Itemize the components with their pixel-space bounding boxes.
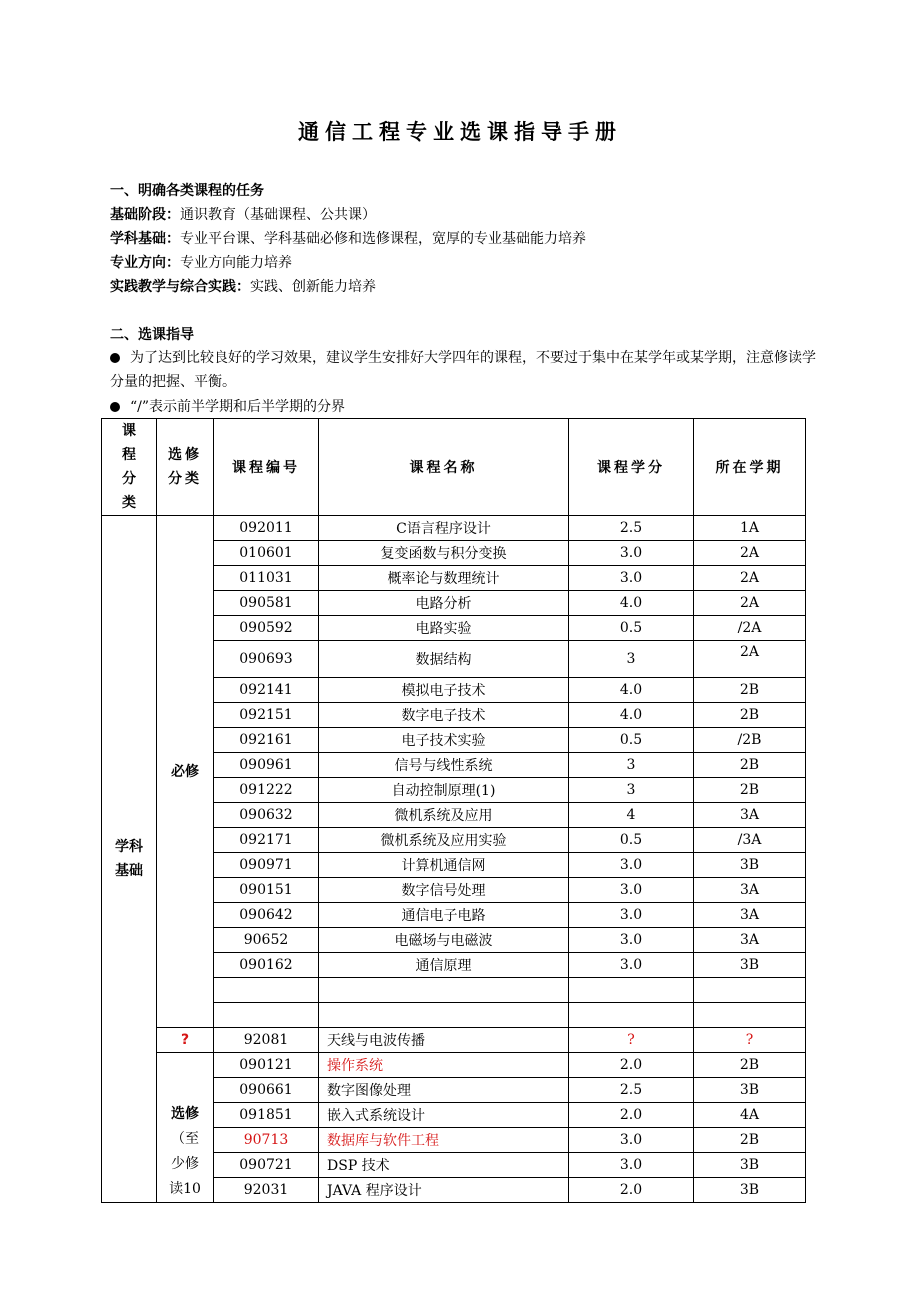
course-code: 091222 bbox=[214, 778, 319, 803]
course-code: 090151 bbox=[214, 878, 319, 903]
course-credit: 3 bbox=[569, 778, 694, 803]
course-code: 092161 bbox=[214, 728, 319, 753]
unknown-type-cell: ? bbox=[157, 1028, 214, 1053]
course-credit: 3.0 bbox=[569, 878, 694, 903]
course-name: 嵌入式系统设计 bbox=[319, 1103, 569, 1128]
course-credit: 3.0 bbox=[569, 903, 694, 928]
section1-heading: 一、明确各类课程的任务 bbox=[110, 183, 264, 199]
blank-cell bbox=[569, 978, 694, 1003]
course-name: 通信原理 bbox=[319, 953, 569, 978]
course-name: C语言程序设计 bbox=[319, 516, 569, 541]
course-term: 3B bbox=[694, 853, 806, 878]
blank-cell bbox=[214, 1003, 319, 1028]
section2-heading: 二、选课指导 bbox=[110, 327, 194, 343]
section1-item-1 bbox=[110, 205, 376, 225]
course-credit: 4 bbox=[569, 803, 694, 828]
course-code: 092171 bbox=[214, 828, 319, 853]
course-credit: 4.0 bbox=[569, 591, 694, 616]
bullet-icon bbox=[110, 402, 120, 412]
course-credit: ? bbox=[569, 1028, 694, 1053]
category-cell: 学科 基础 bbox=[102, 516, 157, 1203]
course-name: 操作系统 bbox=[319, 1053, 569, 1078]
section1-item-3 bbox=[110, 253, 292, 273]
course-code: 090592 bbox=[214, 616, 319, 641]
course-credit: 2.5 bbox=[569, 1078, 694, 1103]
course-code: 090632 bbox=[214, 803, 319, 828]
course-name: 自动控制原理(1) bbox=[319, 778, 569, 803]
course-credit: 3.0 bbox=[569, 928, 694, 953]
course-credit: 0.5 bbox=[569, 728, 694, 753]
course-code: 090121 bbox=[214, 1053, 319, 1078]
course-code: 92031 bbox=[214, 1178, 319, 1203]
header-code: 课程编号 bbox=[214, 419, 319, 516]
course-name: DSP 技术 bbox=[319, 1153, 569, 1178]
item-text: 专业方向能力培养 bbox=[180, 255, 292, 271]
course-term: 2A bbox=[694, 641, 806, 678]
table-header-row bbox=[102, 419, 806, 516]
course-credit: 2.0 bbox=[569, 1178, 694, 1203]
course-term: /2B bbox=[694, 728, 806, 753]
page-title: 通信工程专业选课指导手册 bbox=[298, 120, 622, 144]
course-credit: 0.5 bbox=[569, 616, 694, 641]
item-text: 实践、创新能力培养 bbox=[250, 279, 376, 295]
course-credit: 3.0 bbox=[569, 1153, 694, 1178]
course-code: 090162 bbox=[214, 953, 319, 978]
course-credit: 2.0 bbox=[569, 1053, 694, 1078]
item-label: 实践教学与综合实践： bbox=[110, 279, 250, 295]
course-name: 模拟电子技术 bbox=[319, 678, 569, 703]
table-row bbox=[102, 516, 806, 541]
course-code: 090971 bbox=[214, 853, 319, 878]
course-code: 092011 bbox=[214, 516, 319, 541]
course-term: 2A bbox=[694, 566, 806, 591]
blank-cell bbox=[319, 1003, 569, 1028]
bullet-item-1 bbox=[110, 346, 822, 394]
course-code: 92081 bbox=[214, 1028, 319, 1053]
course-term: /2A bbox=[694, 616, 806, 641]
course-term: 3B bbox=[694, 1153, 806, 1178]
course-code: 091851 bbox=[214, 1103, 319, 1128]
course-term: 2B bbox=[694, 753, 806, 778]
course-name: 微机系统及应用实验 bbox=[319, 828, 569, 853]
course-credit: 0.5 bbox=[569, 828, 694, 853]
blank-cell bbox=[569, 1003, 694, 1028]
header-credit: 课程学分 bbox=[569, 419, 694, 516]
course-name: 数字信号处理 bbox=[319, 878, 569, 903]
course-term: 2A bbox=[694, 591, 806, 616]
item-label: 基础阶段： bbox=[110, 207, 180, 223]
course-name: 天线与电波传播 bbox=[319, 1028, 569, 1053]
course-name: 电路分析 bbox=[319, 591, 569, 616]
blank-cell bbox=[694, 1003, 806, 1028]
course-name: 电路实验 bbox=[319, 616, 569, 641]
course-term: 2B bbox=[694, 1128, 806, 1153]
course-term: 4A bbox=[694, 1103, 806, 1128]
course-name: 数字图像处理 bbox=[319, 1078, 569, 1103]
course-name: 计算机通信网 bbox=[319, 853, 569, 878]
course-code: 090721 bbox=[214, 1153, 319, 1178]
course-name: 信号与线性系统 bbox=[319, 753, 569, 778]
course-term: 3A bbox=[694, 803, 806, 828]
course-name: 概率论与数理统计 bbox=[319, 566, 569, 591]
blank-cell bbox=[214, 978, 319, 1003]
course-code: 090661 bbox=[214, 1078, 319, 1103]
item-label: 专业方向： bbox=[110, 255, 180, 271]
course-term: /3A bbox=[694, 828, 806, 853]
course-term: 1A bbox=[694, 516, 806, 541]
course-term: 3B bbox=[694, 1078, 806, 1103]
header-term: 所在学期 bbox=[694, 419, 806, 516]
elective-cell: 选修 （至 少修 读10 bbox=[157, 1053, 214, 1203]
course-credit: 3 bbox=[569, 641, 694, 678]
section1-item-4 bbox=[110, 277, 376, 297]
course-term: 3A bbox=[694, 878, 806, 903]
course-term: 2A bbox=[694, 541, 806, 566]
course-term: 3B bbox=[694, 953, 806, 978]
course-credit: 3.0 bbox=[569, 853, 694, 878]
course-name: 数字电子技术 bbox=[319, 703, 569, 728]
course-credit: 3.0 bbox=[569, 566, 694, 591]
course-term: 2B bbox=[694, 778, 806, 803]
bullet-icon bbox=[110, 353, 120, 363]
course-credit: 3.0 bbox=[569, 1128, 694, 1153]
course-credit: 4.0 bbox=[569, 678, 694, 703]
course-code: 010601 bbox=[214, 541, 319, 566]
course-term: 2B bbox=[694, 678, 806, 703]
course-term: 3A bbox=[694, 928, 806, 953]
course-credit: 4.0 bbox=[569, 703, 694, 728]
bullet-text: “/”表示前半学期和后半学期的分界 bbox=[130, 399, 346, 415]
course-code: 090642 bbox=[214, 903, 319, 928]
course-name: 电磁场与电磁波 bbox=[319, 928, 569, 953]
course-credit: 3.0 bbox=[569, 953, 694, 978]
course-name: 复变函数与积分变换 bbox=[319, 541, 569, 566]
course-term: 2B bbox=[694, 703, 806, 728]
course-term: ? bbox=[694, 1028, 806, 1053]
course-term: 3A bbox=[694, 903, 806, 928]
course-code: 90713 bbox=[214, 1128, 319, 1153]
course-name: JAVA 程序设计 bbox=[319, 1178, 569, 1203]
course-name: 微机系统及应用 bbox=[319, 803, 569, 828]
course-code: 090961 bbox=[214, 753, 319, 778]
item-text: 专业平台课、学科基础必修和选修课程，宽厚的专业基础能力培养 bbox=[180, 231, 586, 247]
section1-item-2 bbox=[110, 229, 586, 249]
course-credit: 2.5 bbox=[569, 516, 694, 541]
course-credit: 3 bbox=[569, 753, 694, 778]
header-name: 课程名称 bbox=[319, 419, 569, 516]
header-category: 课 程 分 类 bbox=[102, 419, 157, 516]
course-credit: 3.0 bbox=[569, 541, 694, 566]
blank-cell bbox=[319, 978, 569, 1003]
blank-cell bbox=[694, 978, 806, 1003]
table-row bbox=[102, 1028, 806, 1053]
course-credit: 2.0 bbox=[569, 1103, 694, 1128]
course-term: 2B bbox=[694, 1053, 806, 1078]
course-code: 090693 bbox=[214, 641, 319, 678]
course-table bbox=[101, 418, 806, 1203]
item-label: 学科基础： bbox=[110, 231, 180, 247]
table-row bbox=[102, 1053, 806, 1078]
required-cell: 必修 bbox=[157, 516, 214, 1028]
course-code: 092141 bbox=[214, 678, 319, 703]
course-name: 数据结构 bbox=[319, 641, 569, 678]
course-name: 数据库与软件工程 bbox=[319, 1128, 569, 1153]
header-type: 选修 分类 bbox=[157, 419, 214, 516]
bullet-text: 为了达到比较良好的学习效果，建议学生安排好大学四年的课程，不要过于集中在某学年或某学期，注意修读学分量的把握、平衡。 bbox=[110, 350, 816, 390]
course-code: 90652 bbox=[214, 928, 319, 953]
course-code: 092151 bbox=[214, 703, 319, 728]
course-name: 电子技术实验 bbox=[319, 728, 569, 753]
course-code: 011031 bbox=[214, 566, 319, 591]
course-code: 090581 bbox=[214, 591, 319, 616]
course-term: 3B bbox=[694, 1178, 806, 1203]
bullet-item-2 bbox=[110, 395, 822, 419]
item-text: 通识教育（基础课程、公共课） bbox=[180, 207, 376, 223]
course-name: 通信电子电路 bbox=[319, 903, 569, 928]
